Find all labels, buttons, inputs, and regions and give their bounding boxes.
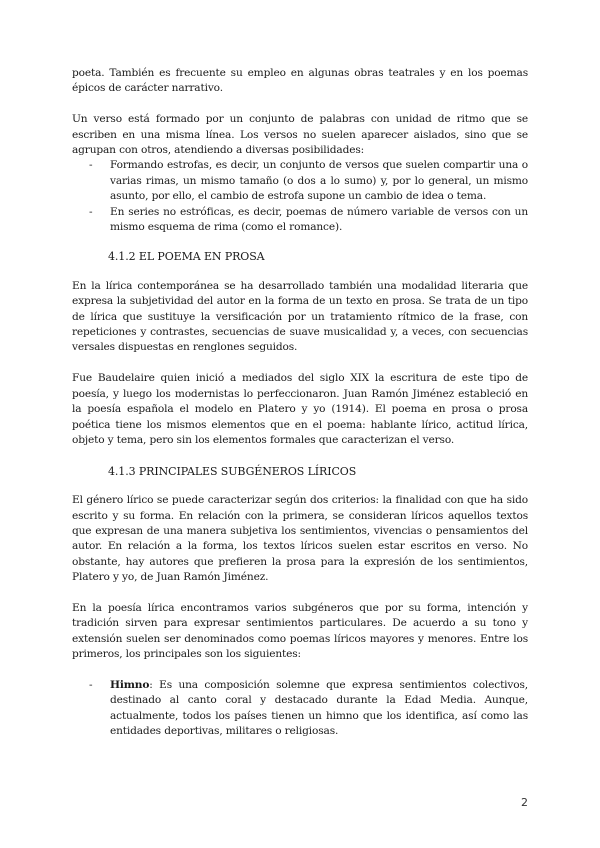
page-number: 2 xyxy=(521,796,528,809)
paragraph-prosa-1: En la lírica contemporánea se ha desarrollado también una modalidad literaria que expresa la subjetividad del autor en la forma de un texto en prosa. Se trata de un tipo de lírica que sustituye la versificación por un tratamiento rítmico de la frase, con repeticiones y contrastes, secuencias de suave musicalidad y, a veces, con secuencias versales dispuestas en renglones seguidos. xyxy=(72,279,528,354)
list-dash: - xyxy=(89,159,93,172)
list-item xyxy=(72,158,528,204)
paragraph-prosa-2: Fue Baudelaire quien inició a mediados del siglo XIX la escritura de este tipo de poesía, y luego los modernistas lo perfeccionaron. Juan Ramón Jiménez estableció en la poesía española el modelo en Platero y yo (1914). El poema en prosa o prosa poética tiene los mismos elementos que en el poema: hablante lírico, actitud lírica, objeto y tema, pero sin los elementos formales que caracterizan el verso. xyxy=(72,372,528,446)
list-item-text: En series no estróficas, es decir, poemas de número variable de versos con un mismo esquema de rima (como el romance). xyxy=(110,205,528,234)
subgeneros-list xyxy=(72,678,528,740)
list-item-text: Formando estrofas, es decir, un conjunto de versos que suelen compartir una o varias rimas, un mismo tamaño (o dos a lo sumo) y, por lo general, un mismo asunto, por ello, el cambio de estrofa supone un cambio de idea o tema. xyxy=(110,159,528,203)
list-item xyxy=(72,205,528,236)
himno-definition: : Es una composición solemne que expresa sentimientos colectivos, destinado al canto coral y destacado durante la Edad Media. Aunque, actualmente, todos los países tienen un himno que los identifica, así como las entidades deportivas, militares o religiosas. xyxy=(110,678,528,738)
paragraph-verso: Un verso está formado por un conjunto de palabras con unidad de ritmo que se escriben en una misma línea. Los versos no suelen aparecer aislados, sino que se agrupan con otros, atendiendo a diversas posibilidades: xyxy=(72,113,528,157)
paragraph-intro-end: poeta. También es frecuente su empleo en algunas obras teatrales y en los poemas épicos de carácter narrativo. xyxy=(72,67,528,95)
heading-poema-en-prosa: 4.1.2 EL POEMA EN PROSA xyxy=(108,250,265,264)
term-himno: Himno xyxy=(110,678,150,691)
list-dash: - xyxy=(89,678,93,691)
page-content xyxy=(72,66,528,754)
list-item-himno xyxy=(72,678,528,740)
paragraph-subgeneros-2: En la poesía lírica encontramos varios subgéneros que por su forma, intención y tradición sirven para expresar sentimientos particulares. De acuerdo a su tono y extensión suelen ser denominados como poemas líricos mayores y menores. Entre los primeros, los principales son los siguientes: xyxy=(72,601,528,661)
heading-subgeneros-liricos: 4.1.3 PRINCIPALES SUBGÉNEROS LÍRICOS xyxy=(108,464,357,478)
verso-list xyxy=(72,158,528,235)
list-dash: - xyxy=(89,205,93,218)
paragraph-subgeneros-1: El género lírico se puede caracterizar según dos criterios: la finalidad con que ha sido escrito y su forma. En relación con la primera, se consideran líricos aquellos textos que expresan de una manera subjetiva los sentimientos, vivencias o pensamientos del autor. En relación a la forma, los textos líricos suelen estar escritos en verso. No obstante, hay autores que prefieren la prosa para la expresión de los sentimientos, Platero y yo, de Juan Ramón Jiménez. xyxy=(72,494,528,584)
